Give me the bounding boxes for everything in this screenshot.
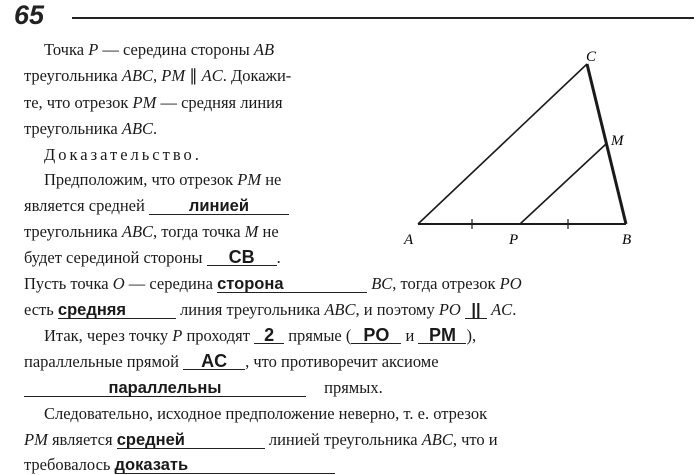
label-m: M [611,133,624,149]
fill-line-noun: линией [149,198,289,215]
proof-line-2: является средней линией [24,196,289,216]
label-a: A [404,232,414,248]
proof-heading: Доказательство. [44,145,202,164]
header-rule [72,17,694,19]
fill-middle: средняя [58,302,176,319]
fill-middle-2: средней [117,432,265,449]
fill-parallel-word: параллельны [24,380,306,397]
proof-line-12: требовалось доказать [24,455,335,475]
fill-prove: доказать [115,457,335,474]
statement-line-3: те, что отрезок PM — средняя линия [24,93,283,112]
statement-line-2: треугольника ABC, PM ∥ AC. Докажи- [24,66,292,85]
statement-line-1: Точка P — середина стороны AB [44,40,275,59]
proof-line-6: есть средняя линия треугольника ABC, и поэтому PO || AC. [24,300,517,319]
proof-line-8: параллельные прямой AC , что противоречит аксиоме [24,351,439,371]
fill-parallel: || [465,302,487,319]
proof-line-1: Предположим, что отрезок PM не [44,170,282,189]
fill-count: 2 [254,327,284,344]
label-b: B [622,232,632,248]
fill-side-word: сторона [217,276,367,293]
fill-side: CB [207,249,277,266]
statement-line-4: треугольника ABC. [24,119,158,138]
proof-line-5: Пусть точка O — середина сторона BC, тогда отрезок PO [24,274,522,293]
proof-line-10: Следовательно, исходное предположение неверно, т. е. отрезок [44,404,488,423]
proof-line-11: PM является средней линией треугольника ABC, что и [24,430,498,449]
proof-line-9: параллельны прямых. [24,378,383,398]
proof-line-4: будет серединой стороны CB . [24,247,281,267]
problem-number: 65 [14,0,45,30]
fill-line-ac: AC [183,353,245,370]
label-p: P [509,232,519,248]
fill-line-po: PO [351,327,401,344]
proof-line-7: Итак, через точку P проходят 2 прямые ( PO и PM ), [44,325,477,345]
proof-line-3: треугольника ABC, тогда точка M не [24,222,279,241]
label-c: C [586,49,597,65]
fill-line-pm: PM [418,327,466,344]
